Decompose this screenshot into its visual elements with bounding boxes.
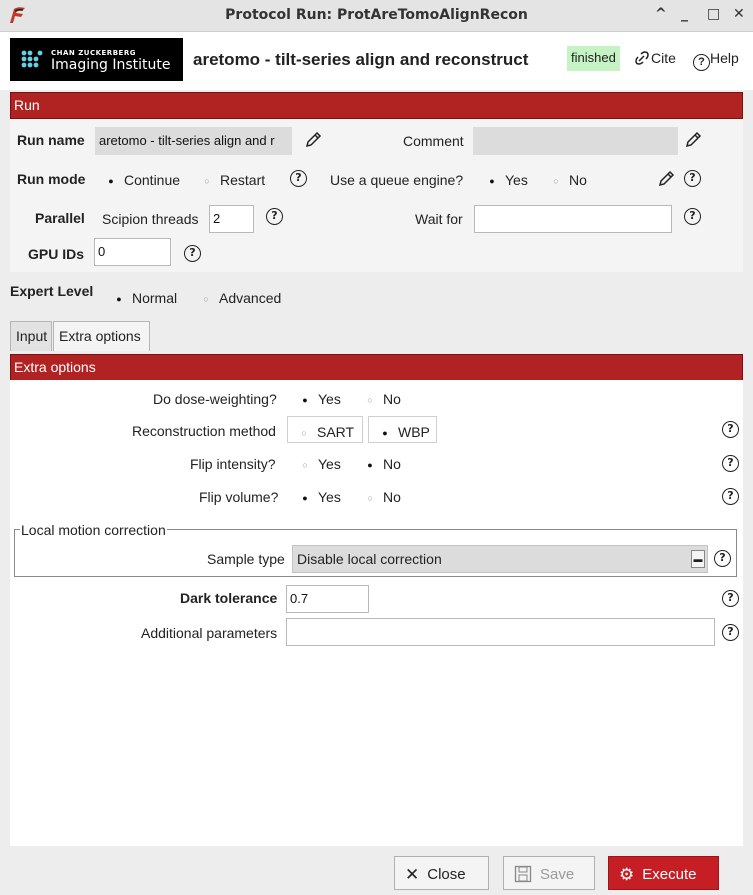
dose-no-label: No	[383, 391, 401, 407]
flip-intensity-yes-label: Yes	[318, 456, 341, 472]
execute-button-label: Execute	[642, 866, 697, 883]
sample-type-help-icon[interactable]: ?	[714, 550, 731, 567]
flip-volume-label: Flip volume?	[199, 489, 279, 505]
tab-input[interactable]: Input	[10, 321, 52, 351]
gpu-ids-input[interactable]: 0	[94, 238, 171, 266]
czi-logo	[10, 38, 183, 81]
run-mode-continue-radio[interactable]	[106, 172, 180, 188]
close-button-label: Close	[427, 866, 466, 883]
run-mode-continue-label: Continue	[124, 172, 181, 188]
edit-comment-pencil-icon[interactable]	[684, 131, 702, 149]
queue-label: Use a queue engine?	[330, 172, 464, 188]
radio-selected-icon: ●	[382, 428, 388, 438]
help-circle-icon: ?	[693, 54, 710, 71]
czi-brand-line1: CHAN ZUCKERBERG	[51, 49, 136, 57]
recon-sart-label: SART	[317, 424, 355, 440]
czi-dots-icon	[21, 50, 43, 70]
window-maximize-button[interactable]: □	[707, 6, 721, 22]
flip-volume-yes-label: Yes	[318, 489, 341, 505]
window-titlebar	[0, 0, 753, 32]
extra-options-section-header: Extra options	[10, 354, 743, 381]
flip-intensity-help-icon[interactable]: ?	[722, 455, 739, 472]
protocol-title: aretomo - tilt-series align and reconstruct	[193, 50, 529, 69]
run-mode-label: Run mode	[17, 171, 86, 187]
radio-unselected-icon: ○	[203, 294, 209, 304]
expert-normal-radio[interactable]	[114, 290, 177, 306]
expert-normal-label: Normal	[132, 290, 178, 306]
close-x-icon: ✕	[405, 865, 420, 884]
edit-queue-pencil-icon[interactable]	[657, 170, 675, 188]
flip-intensity-no-radio[interactable]	[365, 456, 401, 472]
queue-yes-label: Yes	[505, 172, 528, 188]
flip-volume-no-label: No	[383, 489, 401, 505]
tab-extra-options[interactable]: Extra options	[53, 321, 150, 351]
recon-wbp-radio[interactable]	[380, 424, 430, 440]
radio-selected-icon: ●	[108, 176, 114, 186]
expert-advanced-label: Advanced	[219, 290, 282, 306]
run-name-label: Run name	[17, 132, 85, 148]
radio-selected-icon: ●	[116, 294, 122, 304]
radio-unselected-icon: ○	[367, 493, 373, 503]
dose-no-radio[interactable]	[365, 391, 401, 407]
flip-volume-no-radio[interactable]	[365, 489, 401, 505]
floppy-disk-icon	[514, 865, 532, 883]
close-button[interactable]	[394, 856, 489, 890]
help-label: Help	[710, 50, 739, 66]
edit-run-name-pencil-icon[interactable]	[304, 131, 322, 149]
gear-icon: ⚙	[619, 865, 635, 884]
status-badge: finished	[567, 46, 620, 71]
radio-selected-icon: ●	[489, 176, 495, 186]
radio-unselected-icon: ○	[302, 460, 308, 470]
execute-button[interactable]	[608, 856, 719, 890]
dose-yes-label: Yes	[318, 391, 341, 407]
local-motion-legend: Local motion correction	[21, 522, 166, 538]
queue-no-radio[interactable]	[551, 172, 587, 188]
sample-type-select[interactable]	[292, 545, 708, 573]
radio-unselected-icon: ○	[367, 395, 373, 405]
run-mode-restart-radio[interactable]	[202, 172, 265, 188]
extra-options-panel	[10, 380, 743, 846]
flip-volume-yes-radio[interactable]	[300, 489, 341, 505]
threads-label: Scipion threads	[102, 211, 199, 227]
radio-selected-icon: ●	[302, 395, 308, 405]
dark-tolerance-label: Dark tolerance	[180, 590, 278, 606]
expert-level-label: Expert Level	[10, 283, 94, 299]
queue-help-icon[interactable]: ?	[684, 170, 701, 187]
radio-selected-icon: ●	[367, 460, 373, 470]
queue-yes-radio[interactable]	[487, 172, 528, 188]
recon-help-icon[interactable]: ?	[722, 421, 739, 438]
dark-tolerance-input[interactable]: 0.7	[286, 585, 369, 613]
radio-unselected-icon: ○	[553, 176, 559, 186]
wait-for-help-icon[interactable]: ?	[684, 208, 701, 225]
gpu-ids-label: GPU IDs	[28, 246, 85, 262]
save-button-label: Save	[540, 866, 575, 883]
save-button[interactable]	[503, 856, 595, 890]
run-name-input[interactable]: aretomo - tilt-series align and r	[95, 127, 292, 155]
cite-button[interactable]	[633, 50, 676, 66]
wait-for-input[interactable]	[474, 205, 672, 233]
additional-parameters-input[interactable]	[286, 618, 715, 646]
gpu-help-icon[interactable]: ?	[184, 245, 201, 262]
flip-volume-help-icon[interactable]: ?	[722, 488, 739, 505]
expert-advanced-radio[interactable]	[201, 290, 281, 306]
threads-input[interactable]: 2	[209, 205, 254, 233]
additional-parameters-label: Additional parameters	[141, 625, 278, 641]
window-close-button[interactable]: ✕	[733, 6, 745, 22]
link-icon	[633, 50, 651, 66]
radio-unselected-icon: ○	[301, 428, 307, 438]
window-title: Protocol Run: ProtAreTomoAlignRecon	[225, 7, 528, 23]
window-shade-button[interactable]: ^	[655, 6, 667, 22]
comment-label: Comment	[403, 133, 464, 149]
recon-sart-radio[interactable]	[299, 424, 354, 440]
additional-parameters-help-icon[interactable]: ?	[722, 624, 739, 641]
sample-type-value: Disable local correction	[297, 551, 442, 567]
help-button[interactable]	[693, 50, 739, 71]
recon-wbp-label: WBP	[398, 424, 430, 440]
cite-label: Cite	[651, 50, 676, 66]
radio-unselected-icon: ○	[204, 176, 210, 186]
flip-intensity-no-label: No	[383, 456, 401, 472]
comment-input[interactable]	[473, 127, 678, 155]
run-mode-restart-label: Restart	[220, 172, 266, 188]
sample-type-label: Sample type	[207, 551, 285, 567]
dropdown-arrow-icon[interactable]: ▬	[691, 550, 705, 568]
czi-brand-line2: Imaging Institute	[51, 57, 171, 73]
radio-selected-icon: ●	[302, 493, 308, 503]
protocol-header	[0, 32, 753, 90]
threads-help-icon[interactable]: ?	[266, 208, 283, 225]
reconstruction-method-label: Reconstruction method	[132, 423, 276, 439]
run-mode-help-icon[interactable]: ?	[290, 170, 307, 187]
dark-tolerance-help-icon[interactable]: ?	[722, 590, 739, 607]
run-section-header: Run	[10, 92, 743, 119]
dose-yes-radio[interactable]	[300, 391, 341, 407]
dose-weighting-label: Do dose-weighting?	[153, 391, 277, 407]
queue-no-label: No	[569, 172, 587, 188]
window-minimize-button[interactable]: _	[681, 6, 688, 22]
parallel-label: Parallel	[35, 210, 85, 226]
flip-intensity-yes-radio[interactable]	[300, 456, 341, 472]
wait-for-label: Wait for	[415, 211, 463, 227]
flip-intensity-label: Flip intensity?	[190, 456, 276, 472]
